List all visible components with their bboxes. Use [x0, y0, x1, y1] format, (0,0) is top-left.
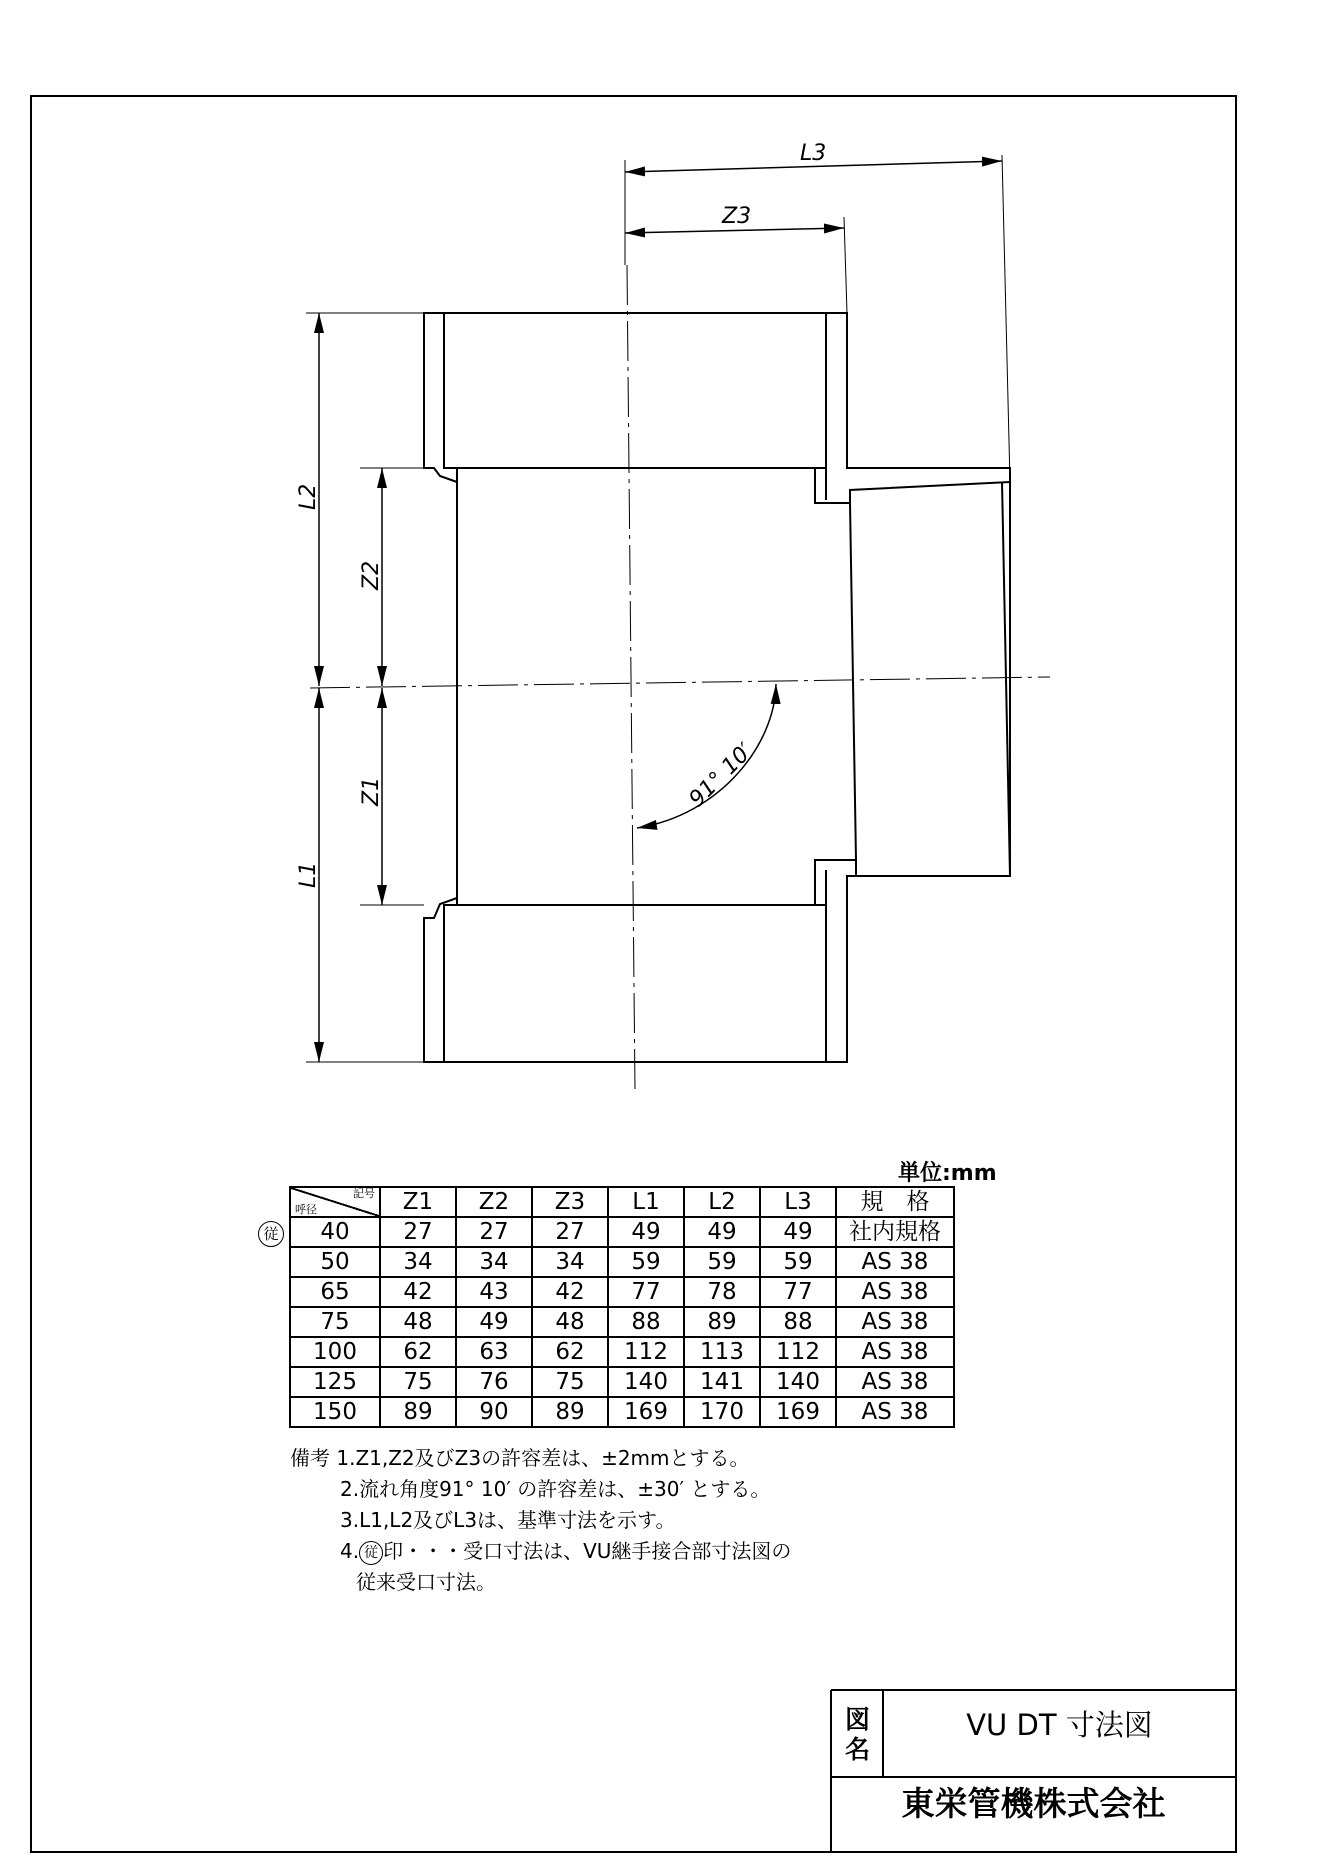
cell-z2: 27 [456, 1217, 532, 1247]
corner-cell [290, 1187, 380, 1217]
company-name: 東栄管機株式会社 [901, 1784, 1166, 1823]
table-row [290, 1247, 954, 1277]
note-4-text: 印・・・受口寸法は、VU継手接合部寸法図の [383, 1539, 792, 1563]
cell-z3: 27 [532, 1217, 608, 1247]
cell-l2: 170 [684, 1397, 760, 1427]
cell-l1: 59 [608, 1247, 684, 1277]
dimension-lines [319, 161, 1002, 1062]
cell-z2: 76 [456, 1367, 532, 1397]
conventional-mark-icon: 従 [359, 1541, 383, 1565]
corner-top-label: 記号 [353, 1187, 375, 1200]
cell-z1: 62 [380, 1337, 456, 1367]
table-row [290, 1277, 954, 1307]
note-4 [290, 1536, 791, 1567]
cell-z2: 43 [456, 1277, 532, 1307]
table-row [290, 1397, 954, 1427]
cell-z3: 89 [532, 1397, 608, 1427]
table-row [290, 1367, 954, 1397]
cell-standard: AS 38 [836, 1247, 954, 1277]
cell-l3: 112 [760, 1337, 836, 1367]
cell-l1: 77 [608, 1277, 684, 1307]
cell-l1: 169 [608, 1397, 684, 1427]
cell-l1: 112 [608, 1337, 684, 1367]
cell-size: 75 [290, 1307, 380, 1337]
label-Z1: Z1 [359, 776, 384, 806]
cell-l2: 141 [684, 1367, 760, 1397]
corner-bottom-label: 呼径 [295, 1203, 317, 1216]
center-lines [310, 265, 1050, 1090]
cell-l3: 49 [760, 1217, 836, 1247]
cell-z2: 49 [456, 1307, 532, 1337]
note-5: 従来受口寸法。 [356, 1570, 496, 1594]
cell-l1: 49 [608, 1217, 684, 1247]
cell-l2: 59 [684, 1247, 760, 1277]
label-Z2: Z2 [359, 560, 384, 590]
tee-fitting [424, 313, 1010, 1062]
label-L1: L1 [296, 861, 321, 888]
cell-z1: 48 [380, 1307, 456, 1337]
header-l3: L3 [760, 1187, 836, 1217]
cell-l2: 113 [684, 1337, 760, 1367]
header-z3: Z3 [532, 1187, 608, 1217]
cell-l1: 88 [608, 1307, 684, 1337]
cell-standard: AS 38 [836, 1397, 954, 1427]
cell-l1: 140 [608, 1367, 684, 1397]
remarks [290, 1443, 791, 1598]
cell-z3: 34 [532, 1247, 608, 1277]
cell-size: 65 [290, 1277, 380, 1307]
cell-z3: 75 [532, 1367, 608, 1397]
label-Z3: Z3 [722, 204, 752, 229]
table-row [290, 1307, 954, 1337]
cell-z1: 34 [380, 1247, 456, 1277]
note-3: 3.L1,L2及びL3は、基準寸法を示す。 [340, 1508, 676, 1532]
cell-standard: AS 38 [836, 1277, 954, 1307]
cell-l3: 59 [760, 1247, 836, 1277]
cell-size: 150 [290, 1397, 380, 1427]
extension-lines [306, 155, 1010, 1062]
cell-size: 100 [290, 1337, 380, 1367]
cell-z1: 75 [380, 1367, 456, 1397]
label-L3: L3 [800, 141, 827, 166]
cell-l3: 88 [760, 1307, 836, 1337]
cell-l3: 77 [760, 1277, 836, 1307]
label-angle: 91° 10′ [684, 738, 759, 813]
cell-z3: 42 [532, 1277, 608, 1307]
table-row [290, 1217, 954, 1247]
cell-l2: 78 [684, 1277, 760, 1307]
cell-z2: 34 [456, 1247, 532, 1277]
cell-size: 125 [290, 1367, 380, 1397]
cell-z3: 48 [532, 1307, 608, 1337]
cell-standard: AS 38 [836, 1367, 954, 1397]
label-L2: L2 [296, 483, 321, 510]
note-1: 備考 1.Z1,Z2及びZ3の許容差は、±2mmとする。 [290, 1446, 750, 1470]
cell-l3: 140 [760, 1367, 836, 1397]
drawing-title: VU DT 寸法図 [966, 1708, 1153, 1742]
dimension-table [289, 1186, 955, 1428]
cell-z1: 27 [380, 1217, 456, 1247]
header-z2: Z2 [456, 1187, 532, 1217]
table-row [290, 1337, 954, 1367]
cell-z1: 42 [380, 1277, 456, 1307]
cell-standard: AS 38 [836, 1337, 954, 1367]
cell-l2: 49 [684, 1217, 760, 1247]
cell-l3: 169 [760, 1397, 836, 1427]
cell-standard: AS 38 [836, 1307, 954, 1337]
header-standard: 規 格 [836, 1187, 954, 1217]
cell-l2: 89 [684, 1307, 760, 1337]
note-4-prefix: 4. [340, 1539, 360, 1563]
cell-size: 40 [290, 1217, 380, 1247]
title-block-label-1: 図 [845, 1705, 871, 1734]
cell-z2: 90 [456, 1397, 532, 1427]
header-l1: L1 [608, 1187, 684, 1217]
cell-z2: 63 [456, 1337, 532, 1367]
cell-standard: 社内規格 [836, 1217, 954, 1247]
cell-z1: 89 [380, 1397, 456, 1427]
note-2: 2.流れ角度91° 10′ の許容差は、±30′ とする。 [340, 1477, 771, 1501]
header-z1: Z1 [380, 1187, 456, 1217]
header-l2: L2 [684, 1187, 760, 1217]
title-block-label-2: 名 [845, 1735, 871, 1764]
unit-label: 単位:mm [898, 1161, 997, 1186]
cell-size: 50 [290, 1247, 380, 1277]
table-header-row [290, 1187, 954, 1217]
cell-z3: 62 [532, 1337, 608, 1367]
conventional-mark-icon: 従 [258, 1221, 284, 1247]
